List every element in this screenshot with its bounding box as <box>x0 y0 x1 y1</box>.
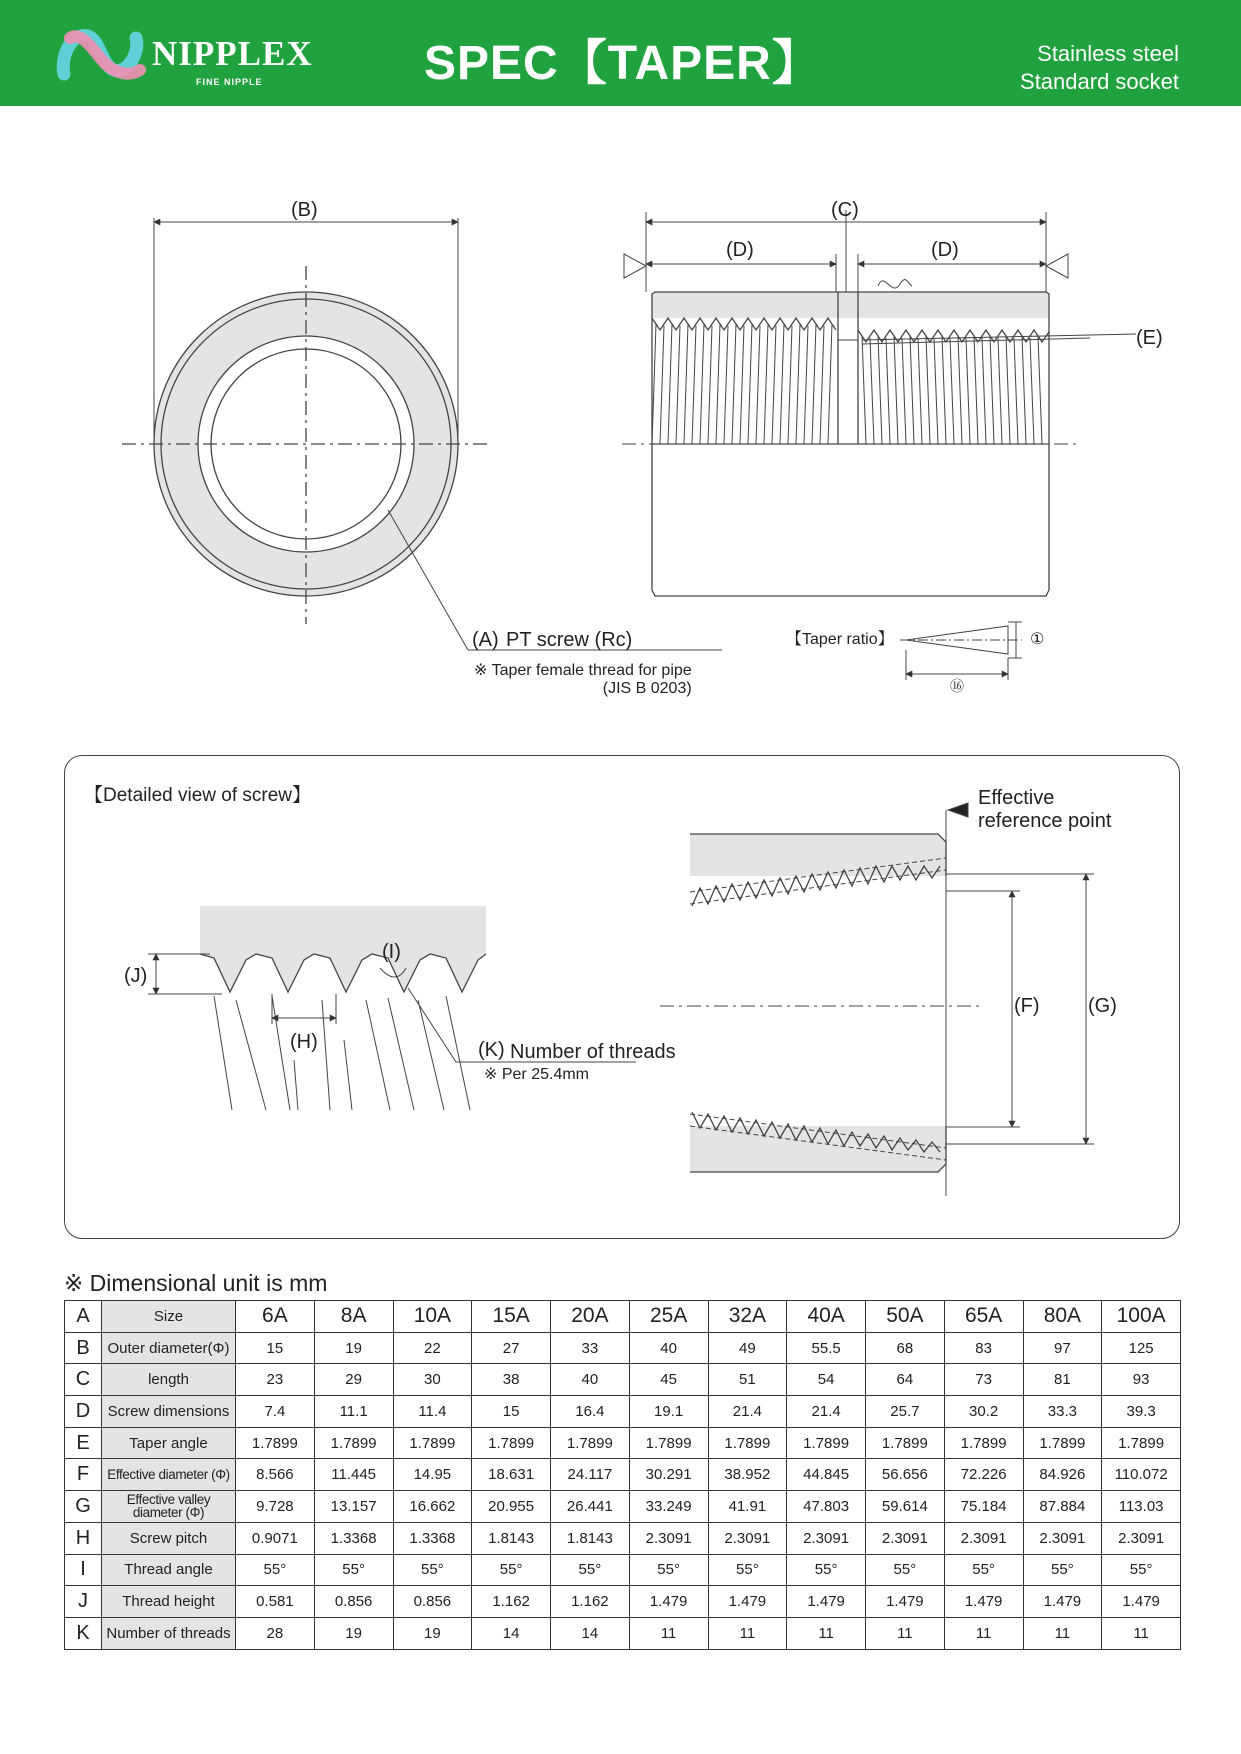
cell: 30 <box>393 1364 472 1396</box>
cell: 19 <box>393 1617 472 1649</box>
row-name: Effective valley diameter (Φ) <box>102 1491 236 1523</box>
cell: 11.1 <box>314 1396 393 1428</box>
per-inch-note: ※ Per 25.4mm <box>484 1066 589 1083</box>
cell: 15 <box>236 1332 315 1364</box>
cell: 1.3368 <box>314 1522 393 1554</box>
cell: 2.3091 <box>944 1522 1023 1554</box>
row-name: Size <box>102 1301 236 1333</box>
cell: 2.3091 <box>1102 1522 1181 1554</box>
cell: 55° <box>1023 1554 1102 1586</box>
cell: 33.249 <box>629 1491 708 1523</box>
cell: 11 <box>1102 1617 1181 1649</box>
cell: 8.566 <box>236 1459 315 1491</box>
cell: 81 <box>1023 1364 1102 1396</box>
cell: 11 <box>708 1617 787 1649</box>
table-row <box>65 1364 1181 1396</box>
cell: 7.4 <box>236 1396 315 1428</box>
cell: 14.95 <box>393 1459 472 1491</box>
brand-tagline: FINE NIPPLE <box>196 77 263 87</box>
row-code: H <box>65 1522 102 1554</box>
cell: 87.884 <box>1023 1491 1102 1523</box>
cell: 110.072 <box>1102 1459 1181 1491</box>
cell: 55° <box>472 1554 551 1586</box>
table-row <box>65 1554 1181 1586</box>
cell: 14 <box>472 1617 551 1649</box>
thread-note-line-1: ※ Taper female thread for pipe <box>474 662 692 679</box>
cell: 1.8143 <box>551 1522 630 1554</box>
cell: 1.7899 <box>393 1427 472 1459</box>
cell: 25.7 <box>866 1396 945 1428</box>
cell: 11.445 <box>314 1459 393 1491</box>
cell: 19 <box>314 1617 393 1649</box>
cell: 1.7899 <box>236 1427 315 1459</box>
taper-ratio-one: ① <box>1030 631 1045 648</box>
table-row <box>65 1301 1181 1333</box>
cell: 11 <box>1023 1617 1102 1649</box>
cell: 2.3091 <box>866 1522 945 1554</box>
cell: 55° <box>787 1554 866 1586</box>
subtitle-line-2: Standard socket <box>1020 69 1179 94</box>
row-name: Thread height <box>102 1586 236 1618</box>
row-code: I <box>65 1554 102 1586</box>
dimension-k-label: (K) <box>478 1039 505 1061</box>
cell: 51 <box>708 1364 787 1396</box>
thread-note <box>474 662 692 699</box>
spec-table <box>64 1300 1181 1650</box>
cell: 38.952 <box>708 1459 787 1491</box>
cell: 80A <box>1023 1301 1102 1333</box>
cell: 59.614 <box>866 1491 945 1523</box>
taper-ratio-label: 【Taper ratio】 <box>786 631 894 648</box>
cell: 32A <box>708 1301 787 1333</box>
dimension-e-label: (E) <box>1136 327 1163 349</box>
cell: 2.3091 <box>708 1522 787 1554</box>
cell: 13.157 <box>314 1491 393 1523</box>
cell: 23 <box>236 1364 315 1396</box>
cell: 27 <box>472 1332 551 1364</box>
cell: 40 <box>551 1364 630 1396</box>
cell: 49 <box>708 1332 787 1364</box>
table-row <box>65 1617 1181 1649</box>
cell: 11 <box>629 1617 708 1649</box>
cell: 55.5 <box>787 1332 866 1364</box>
cell: 20A <box>551 1301 630 1333</box>
cell: 29 <box>314 1364 393 1396</box>
cell: 100A <box>1102 1301 1181 1333</box>
cell: 1.479 <box>787 1586 866 1618</box>
cell: 11 <box>866 1617 945 1649</box>
row-code: C <box>65 1364 102 1396</box>
row-code: F <box>65 1459 102 1491</box>
cell: 75.184 <box>944 1491 1023 1523</box>
cell: 1.479 <box>866 1586 945 1618</box>
dimension-b-label: (B) <box>291 199 318 221</box>
cell: 55° <box>314 1554 393 1586</box>
cell: 55° <box>629 1554 708 1586</box>
cell: 1.7899 <box>551 1427 630 1459</box>
dimension-d-left-label: (D) <box>726 239 754 261</box>
cell: 1.7899 <box>866 1427 945 1459</box>
cell: 1.479 <box>1023 1586 1102 1618</box>
cell: 45 <box>629 1364 708 1396</box>
cell: 125 <box>1102 1332 1181 1364</box>
cell: 18.631 <box>472 1459 551 1491</box>
cell: 1.479 <box>1102 1586 1181 1618</box>
cell: 1.162 <box>551 1586 630 1618</box>
cell: 1.7899 <box>787 1427 866 1459</box>
cell: 6A <box>236 1301 315 1333</box>
cell: 1.7899 <box>1102 1427 1181 1459</box>
row-name: Screw dimensions <box>102 1396 236 1428</box>
cell: 97 <box>1023 1332 1102 1364</box>
effective-reference-label <box>978 787 1111 833</box>
cell: 72.226 <box>944 1459 1023 1491</box>
table-row <box>65 1522 1181 1554</box>
cell: 44.845 <box>787 1459 866 1491</box>
cell: 19 <box>314 1332 393 1364</box>
cell: 73 <box>944 1364 1023 1396</box>
cell: 26.441 <box>551 1491 630 1523</box>
row-name: Effective diameter (Φ) <box>102 1459 236 1491</box>
cell: 55° <box>551 1554 630 1586</box>
dimension-c-label: (C) <box>831 199 859 221</box>
cell: 1.7899 <box>629 1427 708 1459</box>
subtitle-line-1: Stainless steel <box>1037 41 1179 66</box>
cell: 1.8143 <box>472 1522 551 1554</box>
cell: 55° <box>944 1554 1023 1586</box>
cell: 55° <box>236 1554 315 1586</box>
cell: 0.9071 <box>236 1522 315 1554</box>
cell: 0.856 <box>393 1586 472 1618</box>
cell: 16.4 <box>551 1396 630 1428</box>
dimension-a-label: (A) <box>472 629 499 651</box>
cell: 11 <box>944 1617 1023 1649</box>
cell: 19.1 <box>629 1396 708 1428</box>
row-code: D <box>65 1396 102 1428</box>
pt-screw-label: PT screw (Rc) <box>506 629 633 651</box>
cell: 28 <box>236 1617 315 1649</box>
cell: 10A <box>393 1301 472 1333</box>
row-name: length <box>102 1364 236 1396</box>
cell: 11 <box>787 1617 866 1649</box>
cell: 25A <box>629 1301 708 1333</box>
cell: 16.662 <box>393 1491 472 1523</box>
cell: 55° <box>866 1554 945 1586</box>
table-row <box>65 1491 1181 1523</box>
cell: 20.955 <box>472 1491 551 1523</box>
cell: 21.4 <box>708 1396 787 1428</box>
table-row <box>65 1427 1181 1459</box>
cell: 64 <box>866 1364 945 1396</box>
cell: 8A <box>314 1301 393 1333</box>
cell: 38 <box>472 1364 551 1396</box>
cell: 1.479 <box>944 1586 1023 1618</box>
cell: 24.117 <box>551 1459 630 1491</box>
page-title: SPEC【TAPER】 <box>424 37 821 90</box>
row-code: J <box>65 1586 102 1618</box>
row-code: E <box>65 1427 102 1459</box>
dimension-g-label: (G) <box>1088 995 1117 1017</box>
cell: 15A <box>472 1301 551 1333</box>
cell: 40 <box>629 1332 708 1364</box>
cell: 65A <box>944 1301 1023 1333</box>
cell: 1.162 <box>472 1586 551 1618</box>
brand-name: NIPPLEX <box>152 34 313 73</box>
cell: 56.656 <box>866 1459 945 1491</box>
table-row <box>65 1459 1181 1491</box>
table-row <box>65 1586 1181 1618</box>
cell: 30.2 <box>944 1396 1023 1428</box>
dimension-d-right-label: (D) <box>931 239 959 261</box>
cell: 22 <box>393 1332 472 1364</box>
cell: 2.3091 <box>629 1522 708 1554</box>
cell: 1.7899 <box>472 1427 551 1459</box>
row-name: Thread angle <box>102 1554 236 1586</box>
cell: 55° <box>1102 1554 1181 1586</box>
row-name: Number of threads <box>102 1617 236 1649</box>
cell: 9.728 <box>236 1491 315 1523</box>
thread-note-line-2: (JIS B 0203) <box>602 680 692 698</box>
cell: 55° <box>393 1554 472 1586</box>
cell: 1.7899 <box>944 1427 1023 1459</box>
cell: 50A <box>866 1301 945 1333</box>
cell: 40A <box>787 1301 866 1333</box>
dimension-j-label: (J) <box>124 965 148 987</box>
row-name: Screw pitch <box>102 1522 236 1554</box>
table-row <box>65 1396 1181 1428</box>
effective-line-1: Effective <box>978 787 1055 809</box>
cell: 1.7899 <box>708 1427 787 1459</box>
cell: 15 <box>472 1396 551 1428</box>
dimension-f-label: (F) <box>1014 995 1040 1017</box>
side-view <box>622 210 1136 680</box>
cell: 39.3 <box>1102 1396 1181 1428</box>
dimension-h-label: (H) <box>290 1031 318 1053</box>
cell: 33.3 <box>1023 1396 1102 1428</box>
cell: 41.91 <box>708 1491 787 1523</box>
cell: 30.291 <box>629 1459 708 1491</box>
cell: 0.856 <box>314 1586 393 1618</box>
row-code: K <box>65 1617 102 1649</box>
cell: 2.3091 <box>1023 1522 1102 1554</box>
cell: 55° <box>708 1554 787 1586</box>
row-name: Taper angle <box>102 1427 236 1459</box>
cell: 11.4 <box>393 1396 472 1428</box>
cell: 21.4 <box>787 1396 866 1428</box>
row-code: B <box>65 1332 102 1364</box>
unit-note: ※ Dimensional unit is mm <box>64 1270 328 1296</box>
cell: 93 <box>1102 1364 1181 1396</box>
row-name: Outer diameter(Φ) <box>102 1332 236 1364</box>
cell: 1.7899 <box>314 1427 393 1459</box>
cell: 47.803 <box>787 1491 866 1523</box>
cell: 54 <box>787 1364 866 1396</box>
cell: 1.479 <box>708 1586 787 1618</box>
cell: 33 <box>551 1332 630 1364</box>
effective-line-2: reference point <box>978 810 1112 832</box>
cell: 1.3368 <box>393 1522 472 1554</box>
table-row <box>65 1332 1181 1364</box>
cell: 1.7899 <box>1023 1427 1102 1459</box>
row-code: A <box>65 1301 102 1333</box>
taper-ratio-sixteen: ⑯ <box>950 678 964 694</box>
dimension-i-label: (I) <box>382 941 401 963</box>
cell: 83 <box>944 1332 1023 1364</box>
cell: 0.581 <box>236 1586 315 1618</box>
cell: 14 <box>551 1617 630 1649</box>
cell: 2.3091 <box>787 1522 866 1554</box>
row-code: G <box>65 1491 102 1523</box>
cell: 1.479 <box>629 1586 708 1618</box>
cell: 113.03 <box>1102 1491 1181 1523</box>
number-of-threads-label: Number of threads <box>510 1041 676 1063</box>
cell: 84.926 <box>1023 1459 1102 1491</box>
cell: 68 <box>866 1332 945 1364</box>
detailed-view-heading: 【Detailed view of screw】 <box>84 785 312 806</box>
front-view <box>122 218 722 650</box>
